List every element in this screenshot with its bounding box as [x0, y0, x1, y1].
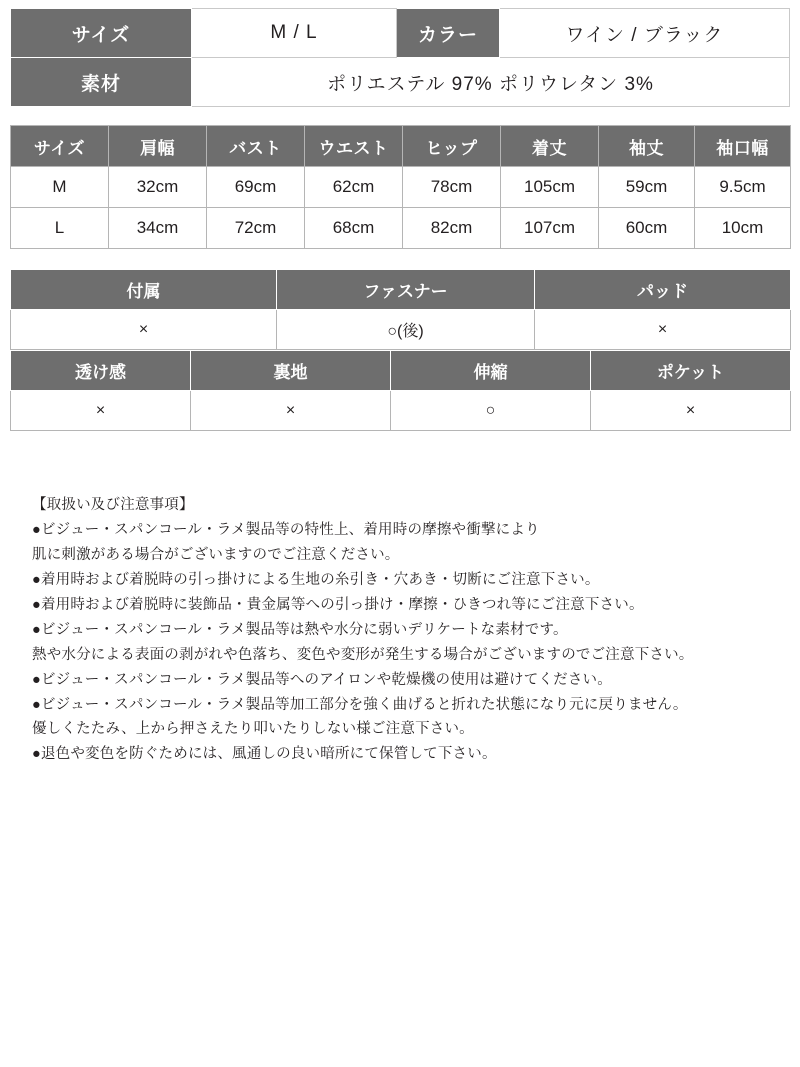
attr-value-stretch: ○: [391, 391, 591, 431]
attr-value-lining: ×: [191, 391, 391, 431]
attr-value-pad: ×: [535, 310, 791, 350]
notes-line: ●ビジュー・スパンコール・ラメ製品等へのアイロンや乾燥機の使用は避けてください。: [32, 671, 612, 688]
column-header-bust: バスト: [207, 126, 305, 167]
attr-label-sheerness: 透け感: [11, 351, 191, 391]
attr-value-accessory: ×: [11, 310, 277, 350]
cell-hip-l: 82cm: [403, 208, 501, 249]
table-row: [11, 391, 791, 431]
notes-line: 熱や水分による表面の剥がれや色落ち、変色や変形が発生する場合がございますのでご注意下さい。: [32, 646, 694, 663]
cell-length-m: 105cm: [501, 167, 599, 208]
attributes-table-bottom: [10, 350, 791, 431]
cell-cuff-width-m: 9.5cm: [695, 167, 791, 208]
cell-bust-l: 72cm: [207, 208, 305, 249]
cell-size-l: L: [11, 208, 109, 249]
notes-line: ●着用時および着脱時の引っ掛けによる生地の糸引き・穴あき・切断にご注意下さい。: [32, 571, 600, 588]
column-header-hip: ヒップ: [403, 126, 501, 167]
column-header-shoulder: 肩幅: [109, 126, 207, 167]
notes-line: ●ビジュー・スパンコール・ラメ製品等加工部分を強く曲げると折れた状態になり元に戻りません。: [32, 696, 688, 713]
table-header-row: [11, 270, 791, 310]
table-row: [11, 167, 791, 208]
spec-label-color: カラー: [397, 9, 500, 58]
spec-label-material: 素材: [11, 58, 192, 107]
column-header-waist: ウエスト: [305, 126, 403, 167]
notes-line: ●ビジュー・スパンコール・ラメ製品等の特性上、着用時の摩擦や衝撃により: [32, 521, 540, 538]
cell-shoulder-m: 32cm: [109, 167, 207, 208]
table-row: [11, 9, 790, 58]
cell-cuff-width-l: 10cm: [695, 208, 791, 249]
cell-sleeve-length-m: 59cm: [599, 167, 695, 208]
cell-length-l: 107cm: [501, 208, 599, 249]
attr-label-accessory: 付属: [11, 270, 277, 310]
attr-value-sheerness: ×: [11, 391, 191, 431]
cell-waist-l: 68cm: [305, 208, 403, 249]
attr-value-pocket: ×: [591, 391, 791, 431]
table-row: [11, 208, 791, 249]
attr-label-lining: 裏地: [191, 351, 391, 391]
spec-label-size: サイズ: [11, 9, 192, 58]
cell-waist-m: 62cm: [305, 167, 403, 208]
column-header-sleeve-length: 袖丈: [599, 126, 695, 167]
spec-value-material: ポリエステル 97% ポリウレタン 3%: [192, 58, 790, 107]
attributes-table-top: [10, 269, 791, 350]
notes-line: ●着用時および着脱時に装飾品・貴金属等への引っ掛け・摩擦・ひきつれ等にご注意下さい。: [32, 596, 644, 613]
table-header-row: [11, 351, 791, 391]
table-row: [11, 58, 790, 107]
cell-bust-m: 69cm: [207, 167, 305, 208]
table-header-row: [11, 126, 791, 167]
handling-notes: [10, 493, 790, 767]
notes-line: ●ビジュー・スパンコール・ラメ製品等は熱や水分に弱いデリケートな素材です。: [32, 621, 568, 638]
spec-summary-table: [10, 8, 790, 107]
table-row: [11, 310, 791, 350]
notes-line: ●退色や変色を防ぐためには、風通しの良い暗所にて保管して下さい。: [32, 746, 497, 763]
cell-shoulder-l: 34cm: [109, 208, 207, 249]
column-header-cuff-width: 袖口幅: [695, 126, 791, 167]
notes-title: 【取扱い及び注意事項】: [32, 497, 194, 513]
spec-value-color: ワイン / ブラック: [500, 9, 790, 58]
column-header-length: 着丈: [501, 126, 599, 167]
notes-line: 肌に刺激がある場合がございますのでご注意ください。: [32, 546, 400, 563]
cell-sleeve-length-l: 60cm: [599, 208, 695, 249]
attr-label-pad: パッド: [535, 270, 791, 310]
cell-hip-m: 78cm: [403, 167, 501, 208]
attr-label-pocket: ポケット: [591, 351, 791, 391]
measurements-table: [10, 125, 791, 249]
cell-size-m: M: [11, 167, 109, 208]
attr-label-zipper: ファスナー: [277, 270, 535, 310]
spec-value-size: M / L: [192, 9, 397, 58]
notes-line: 優しくたたみ、上から押さえたり叩いたりしない様ご注意下さい。: [32, 721, 474, 738]
column-header-size: サイズ: [11, 126, 109, 167]
attr-label-stretch: 伸縮: [391, 351, 591, 391]
attr-value-zipper: ○(後): [277, 310, 535, 350]
